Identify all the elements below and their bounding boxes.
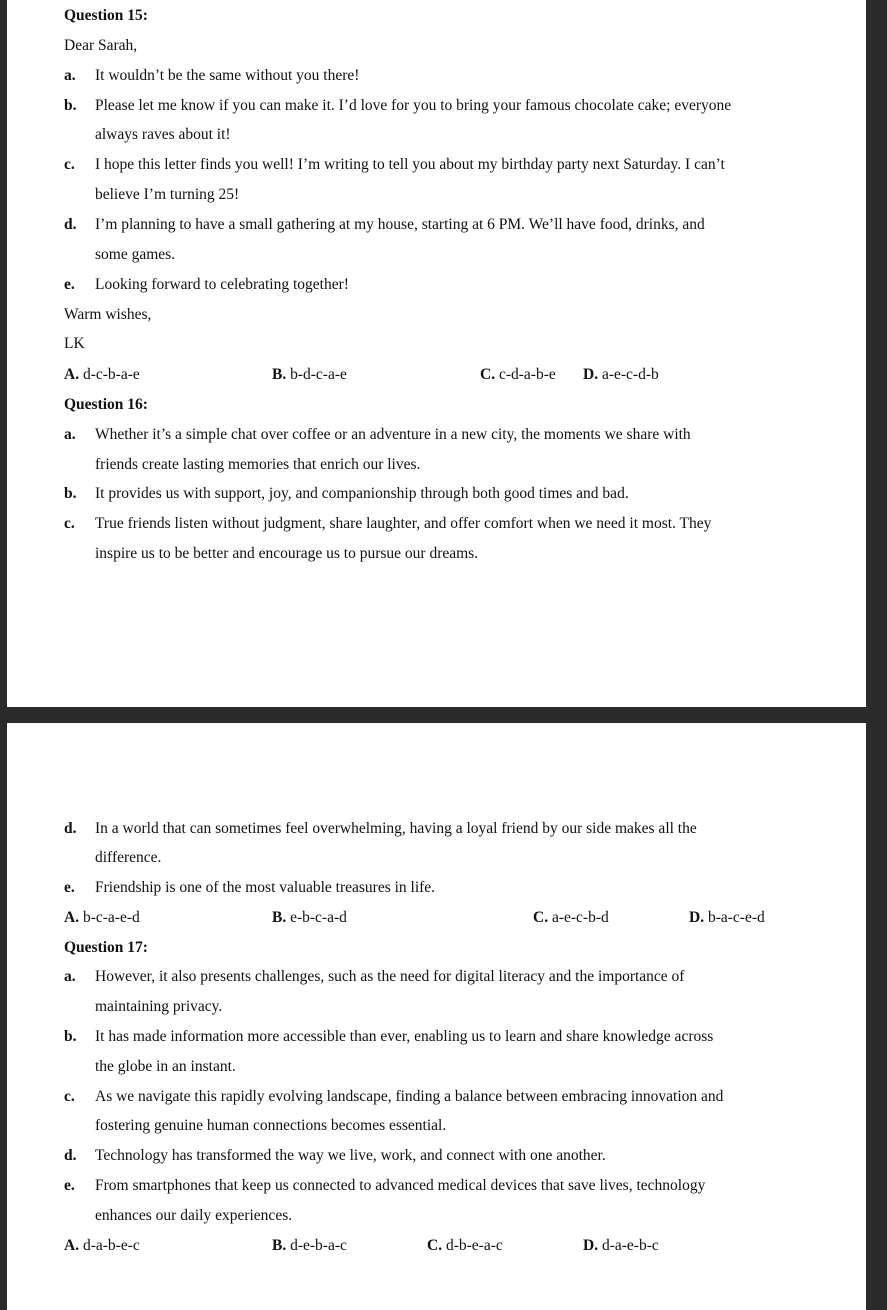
option-c: C. d-b-e-a-c xyxy=(427,1237,503,1254)
option-d: D. d-a-e-b-c xyxy=(583,1237,659,1254)
item-text: It provides us with support, joy, and companionship through both good times and bad. xyxy=(95,485,629,502)
option-d: D. a-e-c-d-b xyxy=(583,366,659,383)
item-text: always raves about it! xyxy=(95,126,231,143)
item-text: enhances our daily experiences. xyxy=(95,1207,293,1224)
item-text: In a world that can sometimes feel overwhelming, having a loyal friend by our side makes all the xyxy=(95,820,697,837)
document-page-1 xyxy=(7,0,866,707)
item-text: maintaining privacy. xyxy=(95,998,223,1015)
item-text: difference. xyxy=(95,849,162,866)
document-page-2 xyxy=(7,723,866,1310)
item-text: the globe in an instant. xyxy=(95,1058,236,1075)
item-text: It wouldn’t be the same without you there! xyxy=(95,67,360,84)
item-label: b. xyxy=(64,97,77,114)
item-text: fostering genuine human connections becomes essential. xyxy=(95,1117,447,1134)
item-label: c. xyxy=(64,515,75,532)
option-d: D. b-a-c-e-d xyxy=(689,909,765,926)
item-text: Looking forward to celebrating together! xyxy=(95,276,349,293)
item-label: d. xyxy=(64,216,77,233)
option-a: A. d-a-b-e-c xyxy=(64,1237,140,1254)
item-text: As we navigate this rapidly evolving landscape, finding a balance between embracing innovation and xyxy=(95,1088,724,1105)
item-label: d. xyxy=(64,820,77,837)
option-b: B. b-d-c-a-e xyxy=(272,366,347,383)
question-16-title: Question 16: xyxy=(64,396,148,413)
item-text: True friends listen without judgment, share laughter, and offer comfort when we need it most. They xyxy=(95,515,712,532)
item-text: Technology has transformed the way we live, work, and connect with one another. xyxy=(95,1147,606,1164)
item-label: c. xyxy=(64,156,75,173)
item-label: a. xyxy=(64,67,76,84)
question-17-title: Question 17: xyxy=(64,939,148,956)
option-c: C. c-d-a-b-e xyxy=(480,366,556,383)
item-label: a. xyxy=(64,968,76,985)
item-text: I’m planning to have a small gathering at my house, starting at 6 PM. We’ll have food, drinks, and xyxy=(95,216,705,233)
item-text: Whether it’s a simple chat over coffee or an adventure in a new city, the moments we share with xyxy=(95,426,691,443)
item-text: Friendship is one of the most valuable treasures in life. xyxy=(95,879,436,896)
item-text: some games. xyxy=(95,246,176,263)
item-text: I hope this letter finds you well! I’m writing to tell you about my birthday party next Saturday. I can’t xyxy=(95,156,725,173)
item-text: From smartphones that keep us connected to advanced medical devices that save lives, technology xyxy=(95,1177,706,1194)
option-a: A. d-c-b-a-e xyxy=(64,366,140,383)
option-b: B. e-b-c-a-d xyxy=(272,909,347,926)
item-label: d. xyxy=(64,1147,77,1164)
option-a: A. b-c-a-e-d xyxy=(64,909,140,926)
item-label: b. xyxy=(64,1028,77,1045)
option-c: C. a-e-c-b-d xyxy=(533,909,609,926)
letter-signature: LK xyxy=(64,335,85,352)
item-label: a. xyxy=(64,426,76,443)
item-text: friends create lasting memories that enrich our lives. xyxy=(95,456,421,473)
item-text: However, it also presents challenges, such as the need for digital literacy and the importance of xyxy=(95,968,685,985)
item-label: e. xyxy=(64,1177,75,1194)
option-b: B. d-e-b-a-c xyxy=(272,1237,347,1254)
item-label: e. xyxy=(64,879,75,896)
item-label: e. xyxy=(64,276,75,293)
item-text: It has made information more accessible than ever, enabling us to learn and share knowledge across xyxy=(95,1028,714,1045)
item-text: inspire us to be better and encourage us to pursue our dreams. xyxy=(95,545,479,562)
item-text: Please let me know if you can make it. I’d love for you to bring your famous chocolate cake; everyone xyxy=(95,97,732,114)
item-label: b. xyxy=(64,485,77,502)
letter-greeting: Dear Sarah, xyxy=(64,37,138,54)
question-15-title: Question 15: xyxy=(64,7,148,24)
item-text: believe I’m turning 25! xyxy=(95,186,240,203)
item-label: c. xyxy=(64,1088,75,1105)
letter-closing: Warm wishes, xyxy=(64,306,152,323)
